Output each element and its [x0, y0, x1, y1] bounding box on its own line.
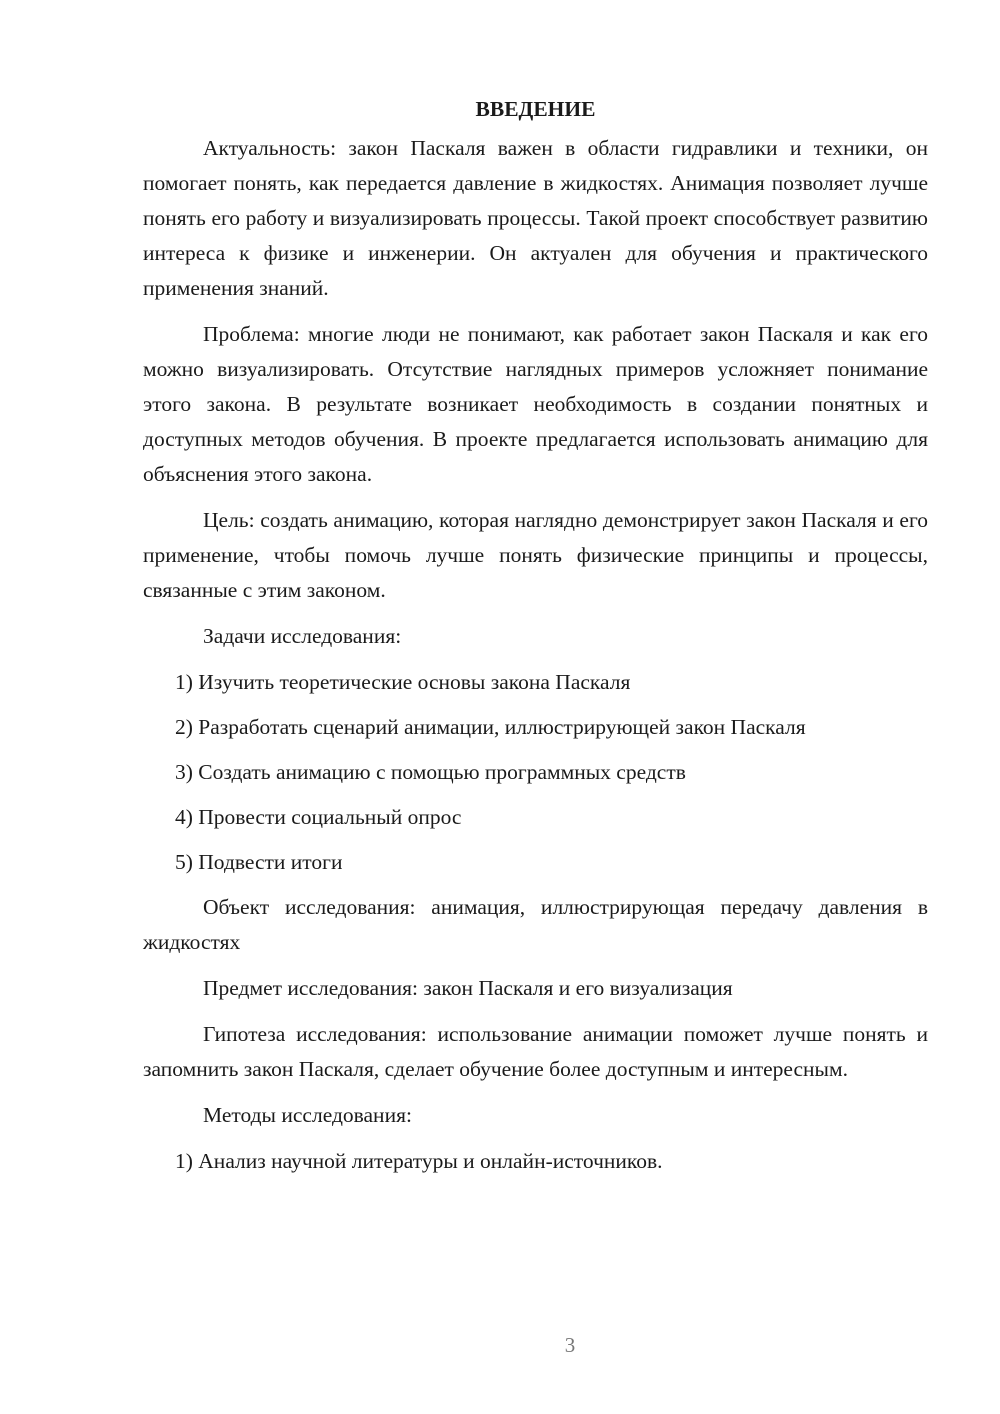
list-item: 3) Создать анимацию с помощью программных средств — [175, 760, 686, 784]
relevance-paragraph: Актуальность: закон Паскаля важен в области гидравлики и техники, он помогает понять, как передается давление в жидкостях. Анимация позволяет лучше понять его работу и визуализировать процессы. Такой проект способствует развитию интереса к физике и инженерии. Он актуален для обучения и практического применения знаний. — [143, 136, 928, 300]
goal-paragraph: Цель: создать анимацию, которая наглядно демонстрирует закон Паскаля и его применение, чтобы помочь лучше понять физические принципы и процессы, связанные с этим законом. — [143, 508, 928, 602]
tasks-title: Задачи исследования: — [203, 624, 402, 648]
subject-paragraph: Предмет исследования: закон Паскаля и его визуализация — [203, 976, 733, 1000]
tasks-list — [143, 665, 928, 880]
list-item: 4) Провести социальный опрос — [175, 805, 462, 829]
object-paragraph: Объект исследования: анимация, иллюстрирующая передачу давления в жидкостях — [143, 895, 928, 954]
methods-list — [143, 1144, 928, 1179]
list-item: 1) Анализ научной литературы и онлайн-источников. — [175, 1149, 663, 1173]
methods-title: Методы исследования: — [203, 1103, 412, 1127]
document-page — [143, 92, 928, 1189]
section-heading: ВВЕДЕНИЕ — [475, 97, 596, 121]
list-item: 1) Изучить теоретические основы закона Паскаля — [175, 670, 631, 694]
problem-paragraph: Проблема: многие люди не понимают, как работает закон Паскаля и как его можно визуализировать. Отсутствие наглядных примеров усложняет понимание этого закона. В результате возникает необходимость в создании понятных и доступных методов обучения. В проекте предлагается использовать анимацию для объяснения этого закона. — [143, 322, 928, 486]
list-item: 5) Подвести итоги — [175, 850, 343, 874]
list-item: 2) Разработать сценарий анимации, иллюстрирующей закон Паскаля — [175, 715, 806, 739]
page-number: 3 — [564, 1333, 576, 1357]
hypothesis-paragraph: Гипотеза исследования: использование анимации поможет лучше понять и запомнить закон Паскаля, сделает обучение более доступным и интересным. — [143, 1022, 928, 1081]
